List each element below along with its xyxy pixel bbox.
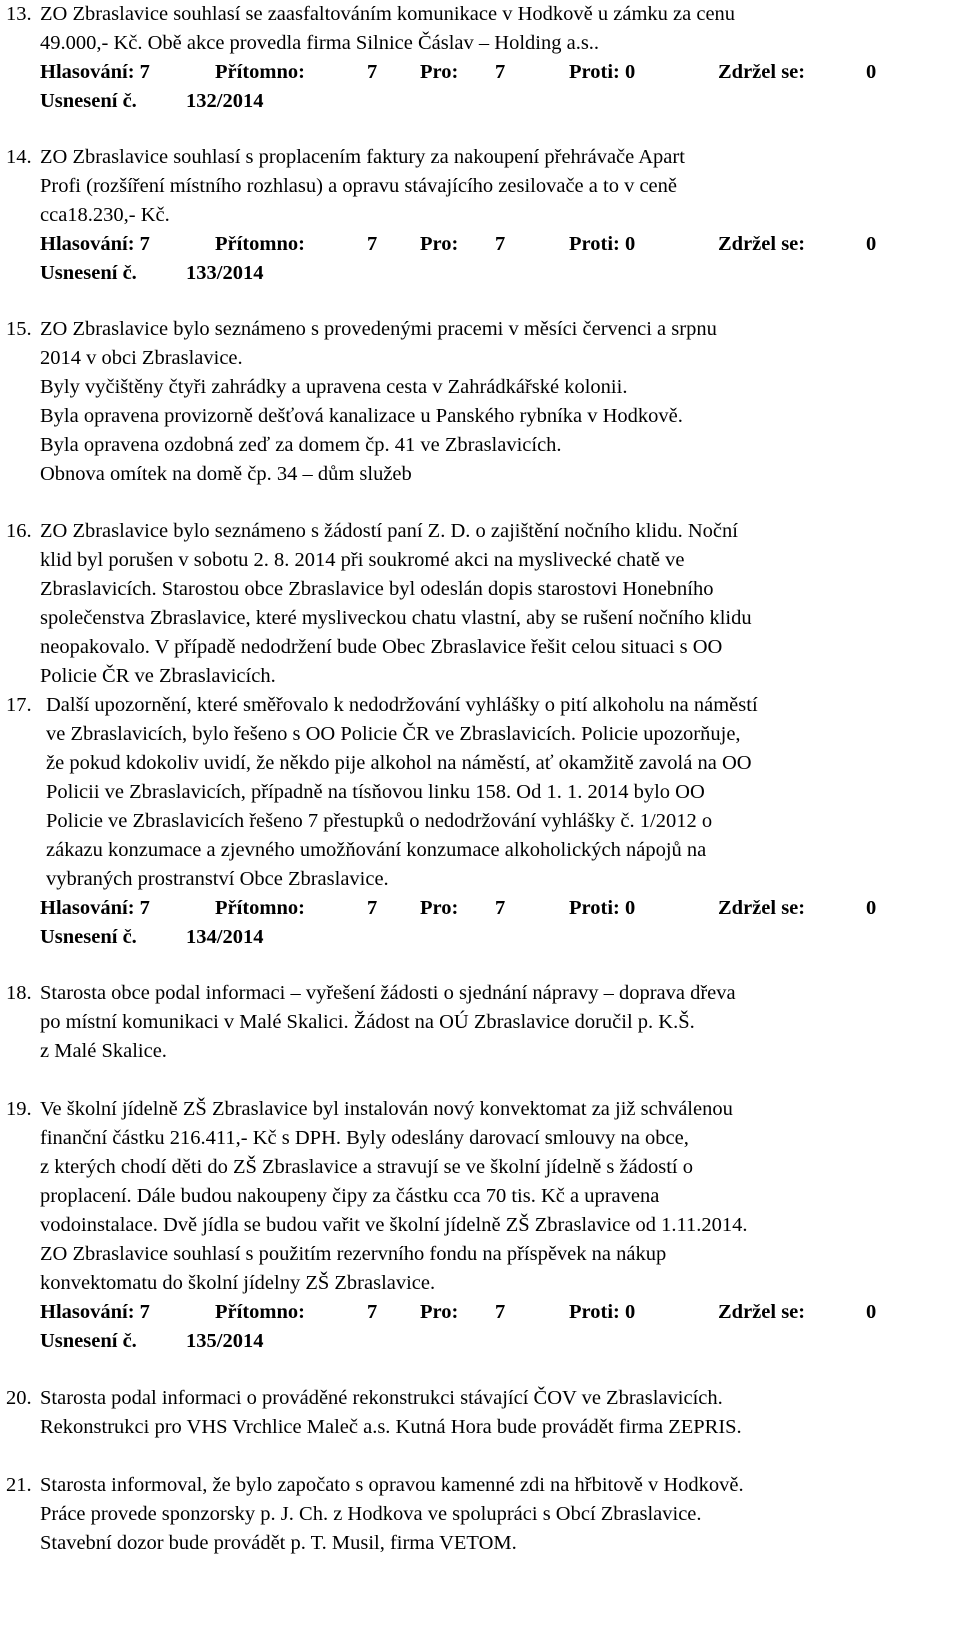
vote-pro-value: 7 — [495, 897, 506, 919]
item-text-line: ZO Zbraslavice bylo seznámeno s provedenými pracemi v měsíci červenci a srpnu — [40, 318, 717, 340]
vote-pritomno-label: Přítomno: — [215, 61, 305, 83]
item-number: 15. — [6, 318, 32, 340]
vote-pritomno-label: Přítomno: — [215, 897, 305, 919]
vote-hlasovani: Hlasování: 7 — [40, 1301, 150, 1323]
item-text-line: cca18.230,- Kč. — [40, 204, 170, 226]
item-text-line: Byla opravena ozdobná zeď za domem čp. 41 ve Zbraslavicích. — [40, 434, 562, 456]
item-text-line: 49.000,- Kč. Obě akce provedla firma Silnice Čáslav – Holding a.s.. — [40, 32, 600, 54]
item-text-line: společenstva Zbraslavice, které mysliveckou chatu vlastní, aby se rušení nočního klidu — [40, 607, 752, 629]
item-text-line: ZO Zbraslavice souhlasí s použitím rezervního fondu na příspěvek na nákup — [40, 1243, 667, 1265]
vote-hlasovani: Hlasování: 7 — [40, 233, 150, 255]
vote-pro-value: 7 — [495, 1301, 506, 1323]
vote-zdrzel-label: Zdržel se: — [718, 1301, 806, 1323]
resolution-label: Usnesení č. — [40, 1330, 137, 1352]
item-number: 21. — [6, 1474, 32, 1496]
item-number: 19. — [6, 1098, 32, 1120]
vote-proti: Proti: 0 — [569, 897, 636, 919]
vote-zdrzel-label: Zdržel se: — [718, 61, 806, 83]
item-number: 13. — [6, 3, 32, 25]
item-text-line: Policie ve Zbraslavicích řešeno 7 přestupků o nedodržování vyhlášky č. 1/2012 o — [46, 810, 713, 832]
vote-zdrzel-label: Zdržel se: — [718, 897, 806, 919]
item-text-line: proplacení. Dále budou nakoupeny čipy za částku cca 70 tis. Kč a upravena — [40, 1185, 660, 1207]
resolution-number: 135/2014 — [186, 1330, 264, 1352]
item-text-line: konvektomatu do školní jídelny ZŠ Zbraslavice. — [40, 1272, 436, 1294]
resolution-number: 133/2014 — [186, 262, 264, 284]
item-text-line: Práce provede sponzorsky p. J. Ch. z Hodkova ve spolupráci s Obcí Zbraslavice. — [40, 1503, 702, 1525]
vote-hlasovani: Hlasování: 7 — [40, 897, 150, 919]
item-text-line: z kterých chodí děti do ZŠ Zbraslavice a stravují se ve školní jídelně s žádostí o — [40, 1156, 693, 1178]
item-number: 20. — [6, 1387, 32, 1409]
vote-zdrzel-value: 0 — [866, 233, 877, 255]
vote-pro-label: Pro: — [420, 61, 459, 83]
item-text-line: Policii ve Zbraslavicích, případně na tísňovou linku 158. Od 1. 1. 2014 bylo OO — [46, 781, 705, 803]
item-number: 18. — [6, 982, 32, 1004]
item-text-line: Ve školní jídelně ZŠ Zbraslavice byl instalován nový konvektomat za již schválenou — [40, 1098, 733, 1120]
vote-pritomno-label: Přítomno: — [215, 233, 305, 255]
item-text-line: Starosta obce podal informaci – vyřešení žádosti o sjednání nápravy – doprava dřeva — [40, 982, 736, 1004]
item-text-line: ZO Zbraslavice souhlasí s proplacením faktury za nakoupení přehrávače Apart — [40, 146, 685, 168]
item-text-line: zákazu konzumace a zjevného umožňování konzumace alkoholických nápojů na — [46, 839, 707, 861]
vote-pritomno-value: 7 — [367, 61, 378, 83]
item-number: 14. — [6, 146, 32, 168]
vote-proti: Proti: 0 — [569, 1301, 636, 1323]
item-text-line: neopakovalo. V případě nedodržení bude Obec Zbraslavice řešit celou situaci s OO — [40, 636, 723, 658]
resolution-number: 134/2014 — [186, 926, 264, 948]
vote-pritomno-value: 7 — [367, 1301, 378, 1323]
item-number: 17. — [6, 694, 32, 716]
item-text-line: Rekonstrukci pro VHS Vrchlice Maleč a.s. Kutná Hora bude provádět firma ZEPRIS. — [40, 1416, 742, 1438]
item-text-line: Obnova omítek na domě čp. 34 – dům služeb — [40, 463, 412, 485]
vote-pro-label: Pro: — [420, 897, 459, 919]
item-text-line: že pokud kdokoliv uvidí, že někdo pije alkohol na náměstí, ať okamžitě zavolá na OO — [46, 752, 752, 774]
vote-pritomno-value: 7 — [367, 897, 378, 919]
item-text-line: ZO Zbraslavice bylo seznámeno s žádostí paní Z. D. o zajištění nočního klidu. Noční — [40, 520, 738, 542]
item-text-line: vodoinstalace. Dvě jídla se budou vařit ve školní jídelně ZŠ Zbraslavice od 1.11.2014. — [40, 1214, 748, 1236]
item-text-line: vybraných prostranství Obce Zbraslavice. — [46, 868, 389, 890]
item-text-line: finanční částku 216.411,- Kč s DPH. Byly odeslány darovací smlouvy na obce, — [40, 1127, 689, 1149]
item-text-line: Byla opravena provizorně dešťová kanalizace u Panského rybníka v Hodkově. — [40, 405, 683, 427]
vote-hlasovani: Hlasování: 7 — [40, 61, 150, 83]
item-text-line: Profi (rozšíření místního rozhlasu) a opravu stávajícího zesilovače a to v ceně — [40, 175, 677, 197]
resolution-label: Usnesení č. — [40, 262, 137, 284]
item-text-line: Starosta informoval, že bylo započato s opravou kamenné zdi na hřbitově v Hodkově. — [40, 1474, 744, 1496]
resolution-number: 132/2014 — [186, 90, 264, 112]
vote-pro-value: 7 — [495, 61, 506, 83]
vote-proti: Proti: 0 — [569, 233, 636, 255]
vote-pro-label: Pro: — [420, 233, 459, 255]
item-text-line: Byly vyčištěny čtyři zahrádky a upravena cesta v Zahrádkářské kolonii. — [40, 376, 628, 398]
item-text-line: Stavební dozor bude provádět p. T. Musil, firma VETOM. — [40, 1532, 517, 1554]
resolution-label: Usnesení č. — [40, 90, 137, 112]
vote-pro-value: 7 — [495, 233, 506, 255]
item-text-line: klid byl porušen v sobotu 2. 8. 2014 při soukromé akci na myslivecké chatě ve — [40, 549, 685, 571]
item-text-line: Starosta podal informaci o prováděné rekonstrukci stávající ČOV ve Zbraslavicích. — [40, 1387, 723, 1409]
item-text-line: Zbraslavicích. Starostou obce Zbraslavice byl odeslán dopis starostovi Honebního — [40, 578, 714, 600]
vote-zdrzel-value: 0 — [866, 897, 877, 919]
vote-proti: Proti: 0 — [569, 61, 636, 83]
item-text-line: Další upozornění, které směřovalo k nedodržování vyhlášky o pití alkoholu na náměstí — [46, 694, 758, 716]
vote-zdrzel-value: 0 — [866, 61, 877, 83]
item-text-line: po místní komunikaci v Malé Skalici. Žádost na OÚ Zbraslavice doručil p. K.Š. — [40, 1011, 695, 1033]
resolution-label: Usnesení č. — [40, 926, 137, 948]
item-number: 16. — [6, 520, 32, 542]
item-text-line: 2014 v obci Zbraslavice. — [40, 347, 243, 369]
vote-pritomno-value: 7 — [367, 233, 378, 255]
vote-zdrzel-value: 0 — [866, 1301, 877, 1323]
vote-pritomno-label: Přítomno: — [215, 1301, 305, 1323]
vote-pro-label: Pro: — [420, 1301, 459, 1323]
item-text-line: ve Zbraslavicích, bylo řešeno s OO Policie ČR ve Zbraslavicích. Policie upozorňuje, — [46, 723, 741, 745]
item-text-line: z Malé Skalice. — [40, 1040, 167, 1062]
item-text-line: Policie ČR ve Zbraslavicích. — [40, 665, 276, 687]
item-text-line: ZO Zbraslavice souhlasí se zaasfaltováním komunikace v Hodkově u zámku za cenu — [40, 3, 736, 25]
vote-zdrzel-label: Zdržel se: — [718, 233, 806, 255]
